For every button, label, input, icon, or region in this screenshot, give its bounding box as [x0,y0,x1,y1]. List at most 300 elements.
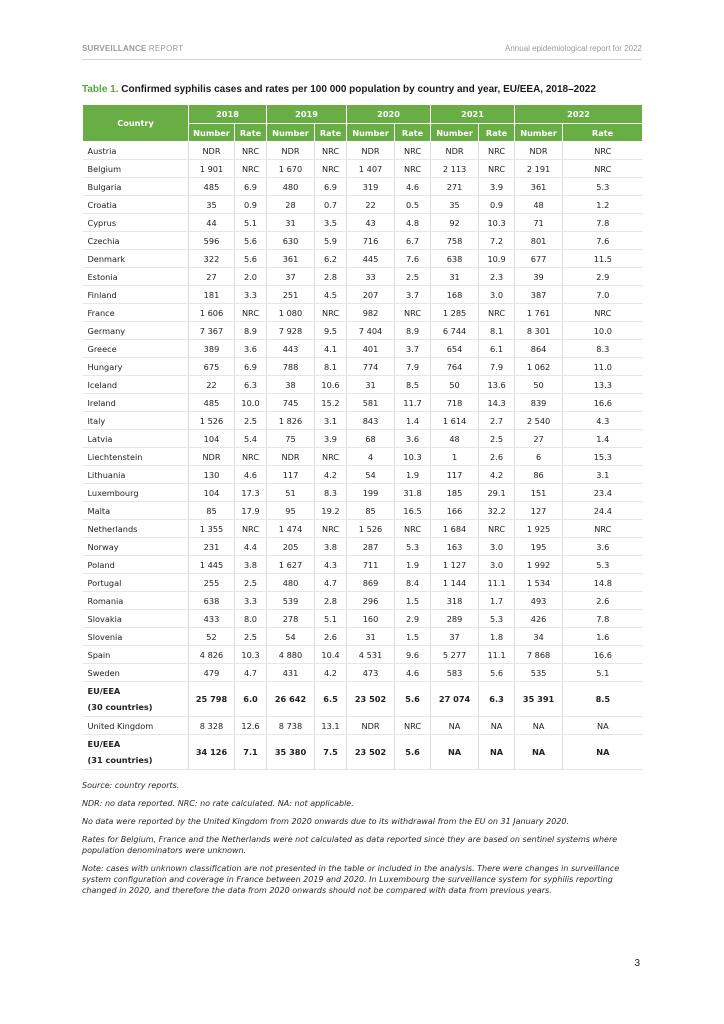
rate-cell: 7.0 [563,286,643,304]
total-label-line: (30 countries) [87,702,153,712]
rate-cell: 2.9 [563,268,643,286]
number-cell: 1 526 [347,520,395,538]
rate-cell: 5.6 [479,664,515,682]
country-cell: Liechtenstein [83,448,189,466]
number-cell: 7 404 [347,322,395,340]
number-cell: NDR [347,717,395,735]
rate-cell: 17.9 [235,502,267,520]
number-cell: 4 826 [189,646,235,664]
number-cell: 104 [189,430,235,448]
number-cell: 1 761 [515,304,563,322]
number-cell: 50 [515,376,563,394]
number-cell: 8 738 [267,717,315,735]
number-cell: 207 [347,286,395,304]
uk-note: No data were reported by the United Kingdom from 2020 onwards due to its withdrawal from the EU on 31 January 2020. [82,817,570,826]
rate-cell: NRC [479,304,515,322]
rate-cell: 7.6 [563,232,643,250]
country-cell: Cyprus [83,214,189,232]
number-cell: 443 [267,340,315,358]
rate-cell: 14.8 [563,574,643,592]
number-cell: NDR [267,448,315,466]
rate-cell: 2.7 [479,412,515,430]
number-cell: NDR [267,142,315,160]
total-row [83,735,643,770]
rate-cell: 16.6 [563,394,643,412]
rate-cell: NA [479,717,515,735]
rate-cell: 3.3 [235,592,267,610]
number-cell: 716 [347,232,395,250]
number-cell: 50 [431,376,479,394]
rate-cell: 3.0 [479,556,515,574]
number-cell: 37 [431,628,479,646]
number-cell: 48 [515,196,563,214]
number-cell: 387 [515,286,563,304]
number-cell: 485 [189,394,235,412]
rate-cell: 8.5 [395,376,431,394]
number-cell: 1 080 [267,304,315,322]
number-subheader: Number [267,124,315,142]
rate-cell: 8.0 [235,610,267,628]
country-cell: Romania [83,592,189,610]
table-row [83,340,643,358]
table-caption-label: Table 1. [82,84,119,95]
total-row [83,682,643,717]
number-cell: 711 [347,556,395,574]
table-row [83,376,643,394]
rate-cell: 8.1 [479,322,515,340]
number-cell: NDR [347,142,395,160]
number-cell: 480 [267,178,315,196]
rate-subheader: Rate [315,124,347,142]
table-row [83,592,643,610]
number-cell: 27 [515,430,563,448]
table-row [83,610,643,628]
rate-cell: 10.3 [479,214,515,232]
rate-cell: NRC [563,160,643,178]
rate-cell: 3.9 [315,430,347,448]
total-label-line: EU/EEA [87,739,121,749]
number-cell: 37 [267,268,315,286]
number-subheader: Number [431,124,479,142]
number-cell: 1 474 [267,520,315,538]
number-cell: 493 [515,592,563,610]
rate-cell: 6.3 [235,376,267,394]
rate-cell: 7.8 [563,214,643,232]
table-row [83,430,643,448]
table-body [83,142,643,770]
rate-cell: 13.3 [563,376,643,394]
rate-cell: 2.8 [315,592,347,610]
country-cell: Bulgaria [83,178,189,196]
rate-cell: 4.7 [315,574,347,592]
rate-cell: NRC [563,520,643,538]
number-cell: 1 062 [515,358,563,376]
number-cell: 1 355 [189,520,235,538]
rate-cell: 1.6 [563,628,643,646]
rate-cell: 11.1 [479,646,515,664]
number-cell: 278 [267,610,315,628]
number-cell: 31 [347,376,395,394]
rate-cell: 32.2 [479,502,515,520]
number-cell: 1 925 [515,520,563,538]
rate-subheader: Rate [563,124,643,142]
table-row [83,160,643,178]
number-cell: 26 642 [267,682,315,717]
table-row [83,520,643,538]
number-cell: 7 367 [189,322,235,340]
rate-subheader: Rate [395,124,431,142]
table-row [83,196,643,214]
rate-cell: 6.0 [235,682,267,717]
number-cell: 44 [189,214,235,232]
number-cell: 1 826 [267,412,315,430]
number-cell: 117 [267,466,315,484]
number-cell: 231 [189,538,235,556]
rate-cell: 6.5 [315,682,347,717]
number-cell: 95 [267,502,315,520]
table-row [83,286,643,304]
rate-cell: 3.7 [395,286,431,304]
number-cell: 86 [515,466,563,484]
rate-cell: 1.9 [395,556,431,574]
rate-cell: 24.4 [563,502,643,520]
number-cell: 151 [515,484,563,502]
number-cell: 34 [515,628,563,646]
number-cell: 758 [431,232,479,250]
country-cell: Hungary [83,358,189,376]
country-cell: Portugal [83,574,189,592]
number-cell: 1 901 [189,160,235,178]
year-header: 2018 [189,105,267,124]
rate-cell: 13.1 [315,717,347,735]
rate-cell: 3.6 [395,430,431,448]
number-cell: NA [515,717,563,735]
country-cell: Estonia [83,268,189,286]
rate-cell: 16.6 [563,646,643,664]
country-column-header: Country [83,105,189,142]
rate-cell: 14.3 [479,394,515,412]
rate-cell: 10.0 [563,322,643,340]
number-cell: 199 [347,484,395,502]
number-cell: 75 [267,430,315,448]
table-row [83,646,643,664]
number-cell: 322 [189,250,235,268]
number-cell: 54 [267,628,315,646]
rate-cell: 2.5 [395,268,431,286]
rates-note: Rates for Belgium, France and the Netherlands were not calculated as data reported since they are based on sentinel systems where population denominators were unknown. [82,835,618,855]
country-cell: Greece [83,340,189,358]
rate-cell: 1.2 [563,196,643,214]
rate-cell: 17.3 [235,484,267,502]
number-cell: 271 [431,178,479,196]
number-cell: 27 [189,268,235,286]
number-cell: 2 113 [431,160,479,178]
number-cell: 2 540 [515,412,563,430]
total-label-line: (31 countries) [87,755,153,765]
rate-cell: 5.6 [395,735,431,770]
table-row [83,717,643,735]
rate-cell: 9.5 [315,322,347,340]
number-cell: 6 [515,448,563,466]
rate-cell: NA [563,735,643,770]
rate-cell: 5.3 [563,178,643,196]
number-cell: 31 [267,214,315,232]
number-cell: 1 [431,448,479,466]
rate-cell: 3.7 [395,340,431,358]
number-cell: 1 144 [431,574,479,592]
number-cell: 205 [267,538,315,556]
number-cell: 22 [189,376,235,394]
table-row [83,556,643,574]
number-cell: 1 445 [189,556,235,574]
rate-cell: NRC [479,160,515,178]
table-row [83,628,643,646]
rate-cell: 12.6 [235,717,267,735]
rate-cell: 4.6 [395,178,431,196]
rate-cell: 10.3 [235,646,267,664]
rate-cell: 1.4 [563,430,643,448]
rate-cell: 19.2 [315,502,347,520]
rate-cell: 2.0 [235,268,267,286]
rate-cell: 4.3 [563,412,643,430]
table-row [83,538,643,556]
country-cell: Czechia [83,232,189,250]
number-cell: NA [431,735,479,770]
rate-cell: 4.6 [395,664,431,682]
number-cell: 869 [347,574,395,592]
number-cell: 431 [267,664,315,682]
rate-cell: 3.6 [235,340,267,358]
number-cell: 28 [267,196,315,214]
table-row [83,250,643,268]
country-cell: Sweden [83,664,189,682]
number-cell: 54 [347,466,395,484]
table-row [83,358,643,376]
number-cell: 168 [431,286,479,304]
rate-cell: 6.9 [235,358,267,376]
number-cell: 630 [267,232,315,250]
total-label-cell [83,735,189,770]
number-cell: 1 127 [431,556,479,574]
number-cell: 92 [431,214,479,232]
rate-cell: 2.5 [235,412,267,430]
rate-cell: 5.6 [395,682,431,717]
number-cell: 43 [347,214,395,232]
number-cell: 163 [431,538,479,556]
number-cell: 130 [189,466,235,484]
table-row [83,412,643,430]
rate-cell: 11.1 [479,574,515,592]
rate-cell: 7.2 [479,232,515,250]
number-cell: 127 [515,502,563,520]
number-cell: 8 328 [189,717,235,735]
rate-cell: 9.6 [395,646,431,664]
number-cell: 71 [515,214,563,232]
table-row [83,502,643,520]
rate-cell: 3.3 [235,286,267,304]
number-cell: 1 992 [515,556,563,574]
table-row [83,268,643,286]
number-cell: 479 [189,664,235,682]
country-cell: Netherlands [83,520,189,538]
rate-cell: 5.9 [315,232,347,250]
country-cell: Latvia [83,430,189,448]
number-cell: 480 [267,574,315,592]
number-cell: 535 [515,664,563,682]
number-cell: NA [515,735,563,770]
number-cell: 296 [347,592,395,610]
country-cell: Iceland [83,376,189,394]
number-cell: 4 880 [267,646,315,664]
rate-cell: 1.7 [479,592,515,610]
rate-cell: NRC [315,448,347,466]
rate-cell: NRC [235,160,267,178]
rate-cell: 4.5 [315,286,347,304]
rate-cell: 8.9 [395,322,431,340]
rate-cell: 6.9 [315,178,347,196]
number-cell: 764 [431,358,479,376]
rate-cell: NRC [563,304,643,322]
rate-cell: 1.5 [395,628,431,646]
rate-cell: 7.1 [235,735,267,770]
number-cell: 473 [347,664,395,682]
rate-cell: 2.3 [479,268,515,286]
number-cell: 34 126 [189,735,235,770]
number-cell: 289 [431,610,479,628]
number-cell: 166 [431,502,479,520]
number-cell: NA [431,717,479,735]
number-cell: 745 [267,394,315,412]
number-cell: 361 [515,178,563,196]
number-cell: NDR [189,448,235,466]
rate-cell: NRC [479,142,515,160]
table-row [83,304,643,322]
number-cell: 38 [267,376,315,394]
rate-cell: 3.1 [315,412,347,430]
number-cell: NDR [189,142,235,160]
number-cell: 675 [189,358,235,376]
rate-cell: NRC [235,142,267,160]
rate-cell: 5.1 [235,214,267,232]
rate-cell: 4.7 [235,664,267,682]
table-row [83,214,643,232]
table-row [83,394,643,412]
country-cell: Slovakia [83,610,189,628]
number-cell: 319 [347,178,395,196]
rate-cell: NRC [563,142,643,160]
rate-cell: 5.6 [235,232,267,250]
rate-cell: 1.9 [395,466,431,484]
number-cell: 982 [347,304,395,322]
country-cell: Belgium [83,160,189,178]
rate-cell: 0.9 [235,196,267,214]
number-cell: 485 [189,178,235,196]
rate-cell: 13.6 [479,376,515,394]
table-row [83,232,643,250]
rate-cell: 6.1 [479,340,515,358]
number-cell: 25 798 [189,682,235,717]
number-cell: 255 [189,574,235,592]
rate-cell: NRC [315,304,347,322]
number-cell: 23 502 [347,682,395,717]
number-cell: 596 [189,232,235,250]
general-note: Note: cases with unknown classification are not presented in the table or included in the analysis. There were changes in surveillance system configuration and coverage in France between 2019 and 2020. In Luxembourg the surveillance system for syphilis reporting changed in 2020, and therefore the data from 2020 onwards should not be compared with data from previous years. [82,864,620,895]
number-subheader: Number [347,124,395,142]
rate-cell: 2.6 [315,628,347,646]
rate-cell: 6.9 [235,178,267,196]
number-cell: 426 [515,610,563,628]
rate-cell: NRC [235,304,267,322]
rate-cell: 1.5 [395,592,431,610]
rate-cell: 0.9 [479,196,515,214]
number-cell: 39 [515,268,563,286]
number-cell: 181 [189,286,235,304]
rate-cell: 31.8 [395,484,431,502]
table-row [83,574,643,592]
rate-cell: NRC [235,520,267,538]
rate-cell: 5.3 [563,556,643,574]
year-header: 2021 [431,105,515,124]
rate-cell: 10.6 [315,376,347,394]
country-cell: Germany [83,322,189,340]
rate-cell: 4.2 [315,466,347,484]
rate-cell: 1.4 [395,412,431,430]
number-cell: 195 [515,538,563,556]
country-cell: Denmark [83,250,189,268]
country-cell: Austria [83,142,189,160]
number-cell: 1 606 [189,304,235,322]
rate-cell: 16.5 [395,502,431,520]
abbreviations-note: NDR: no data reported. NRC: no rate calculated. NA: not applicable. [82,799,354,808]
rate-cell: 1.8 [479,628,515,646]
country-cell: Malta [83,502,189,520]
rate-cell: 23.4 [563,484,643,502]
rate-cell: 8.5 [563,682,643,717]
number-cell: 7 928 [267,322,315,340]
rate-cell: 7.9 [395,358,431,376]
number-cell: 1 534 [515,574,563,592]
number-cell: 1 526 [189,412,235,430]
country-cell: Poland [83,556,189,574]
number-cell: 35 391 [515,682,563,717]
total-label-cell [83,682,189,717]
number-cell: 4 531 [347,646,395,664]
rate-cell: 5.4 [235,430,267,448]
rate-cell: NA [479,735,515,770]
rate-cell: 2.5 [479,430,515,448]
table-row [83,448,643,466]
number-cell: 23 502 [347,735,395,770]
rate-cell: NRC [235,448,267,466]
number-cell: 583 [431,664,479,682]
rate-cell: 2.9 [395,610,431,628]
rate-cell: 4.3 [315,556,347,574]
number-cell: 104 [189,484,235,502]
number-cell: 117 [431,466,479,484]
number-cell: 433 [189,610,235,628]
table-row [83,142,643,160]
number-cell: 318 [431,592,479,610]
number-cell: 35 [189,196,235,214]
number-cell: 1 407 [347,160,395,178]
table-row [83,178,643,196]
country-cell: Croatia [83,196,189,214]
number-cell: 539 [267,592,315,610]
rate-cell: NRC [315,160,347,178]
number-cell: 654 [431,340,479,358]
number-cell: 35 [431,196,479,214]
country-cell: France [83,304,189,322]
